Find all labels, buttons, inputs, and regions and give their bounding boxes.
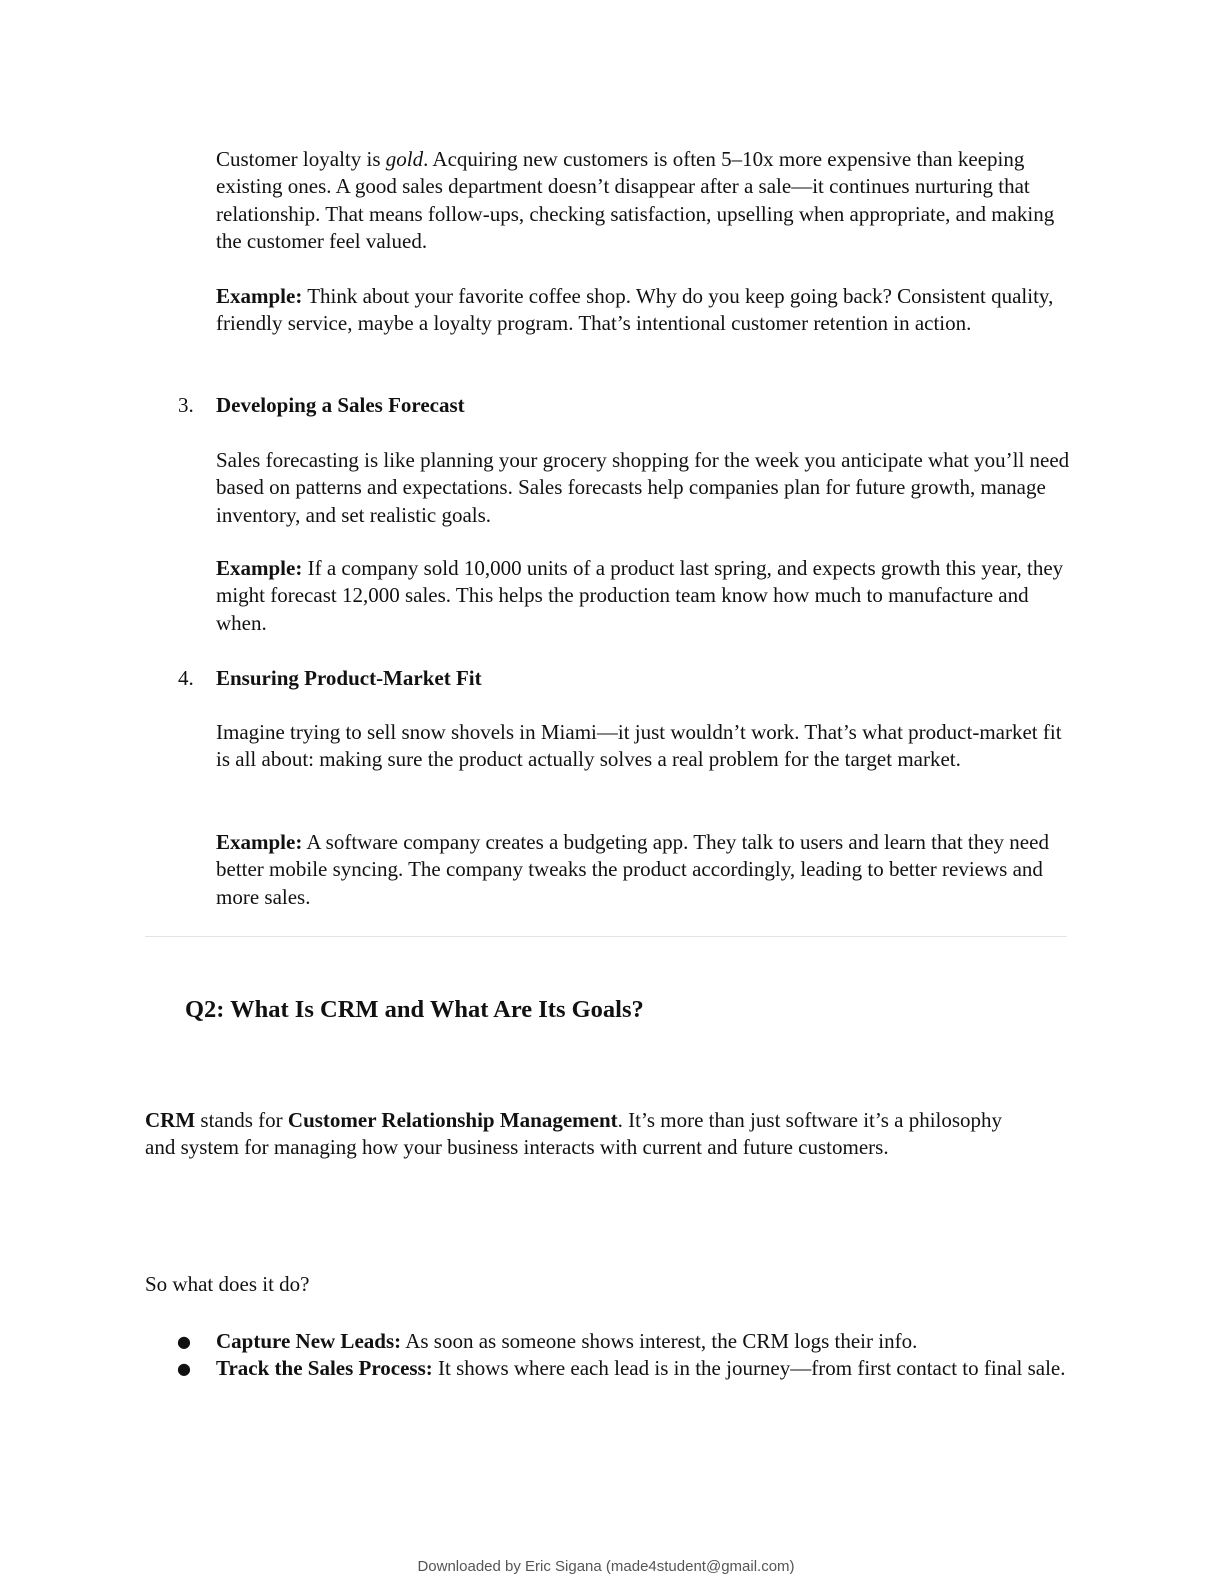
bullet-label: Track the Sales Process: (216, 1356, 433, 1381)
crm-term: CRM (145, 1108, 196, 1132)
item-3-heading (178, 392, 465, 419)
bullet-label: Capture New Leads: (216, 1329, 402, 1353)
item-4-title: Ensuring Product-Market Fit (216, 666, 482, 690)
example-label: Example: (216, 830, 303, 854)
crm-expansion: Customer Relationship Management (287, 1108, 618, 1132)
crm-functions-list (177, 1328, 1077, 1383)
item-3-number: 3. (178, 393, 194, 417)
bullet-text: As soon as someone shows interest, the CRM logs their info. (401, 1329, 918, 1353)
fit-paragraph (216, 719, 1076, 774)
crm-definition (145, 1107, 1035, 1162)
q2-heading: Q2: What Is CRM and What Are Its Goals? (185, 996, 644, 1023)
example-text: Think about your favorite coffee shop. Why do you keep going back? Consistent quality, friendly service, maybe a loyalty program. That’s intentional customer retention in action. (216, 284, 1054, 336)
list-item (177, 1355, 1077, 1382)
retention-paragraph (216, 146, 1076, 256)
example-text: If a company sold 10,000 units of a product last spring, and expects growth this year, they might forecast 12,000 sales. This helps the production team know how much to manufacture and when. (216, 556, 1064, 635)
retention-text-rest: . Acquiring new customers is often 5–10x more expensive than keeping existing ones. A good sales department doesn’t disappear after a sale—it continues nurturing that relationship. That means follow-ups, checking satisfaction, upselling when appropriate, and making the customer feel valued. (216, 147, 1055, 254)
crm-question: So what does it do? (145, 1272, 310, 1296)
item-4-number: 4. (178, 666, 194, 690)
section-divider (145, 936, 1067, 937)
crm-text-1: stands for (195, 1108, 288, 1132)
retention-italic-word: gold (385, 147, 424, 171)
forecast-paragraph (216, 447, 1076, 529)
bullet-text: It shows where each lead is in the journey—from first contact to final sale. (432, 1356, 1066, 1381)
item-3-title: Developing a Sales Forecast (216, 393, 465, 417)
retention-text-prefix: Customer loyalty is (216, 147, 386, 171)
download-footer: Downloaded by Eric Sigana (made4student@gmail.com) (417, 1558, 795, 1575)
example-text: A software company creates a budgeting app. They talk to users and learn that they need better mobile syncing. The company tweaks the product accordingly, leading to better reviews and more sales. (216, 830, 1049, 909)
example-label: Example: (216, 284, 303, 308)
list-item (177, 1328, 1077, 1355)
crm-text-2: . It’s more than just software it’s a philosophy and system for managing how your business interacts with current and future customers. (145, 1108, 1003, 1160)
fit-example (216, 829, 1076, 911)
forecast-example (216, 555, 1076, 637)
forecast-text: Sales forecasting is like planning your grocery shopping for the week you anticipate what you’ll need based on patterns and expectations. Sales forecasts help companies plan for future growth, manage inventory, and set realistic goals. (216, 448, 1070, 527)
bullet-icon: ● (177, 1332, 191, 1351)
fit-text: Imagine trying to sell snow shovels in Miami—it just wouldn’t work. That’s what product-market fit is all about: making sure the product actually solves a real problem for the target market. (216, 720, 1062, 772)
item-4-heading (178, 665, 482, 692)
bullet-icon: ● (177, 1359, 191, 1379)
retention-example (216, 283, 1076, 338)
example-label: Example: (216, 556, 303, 580)
